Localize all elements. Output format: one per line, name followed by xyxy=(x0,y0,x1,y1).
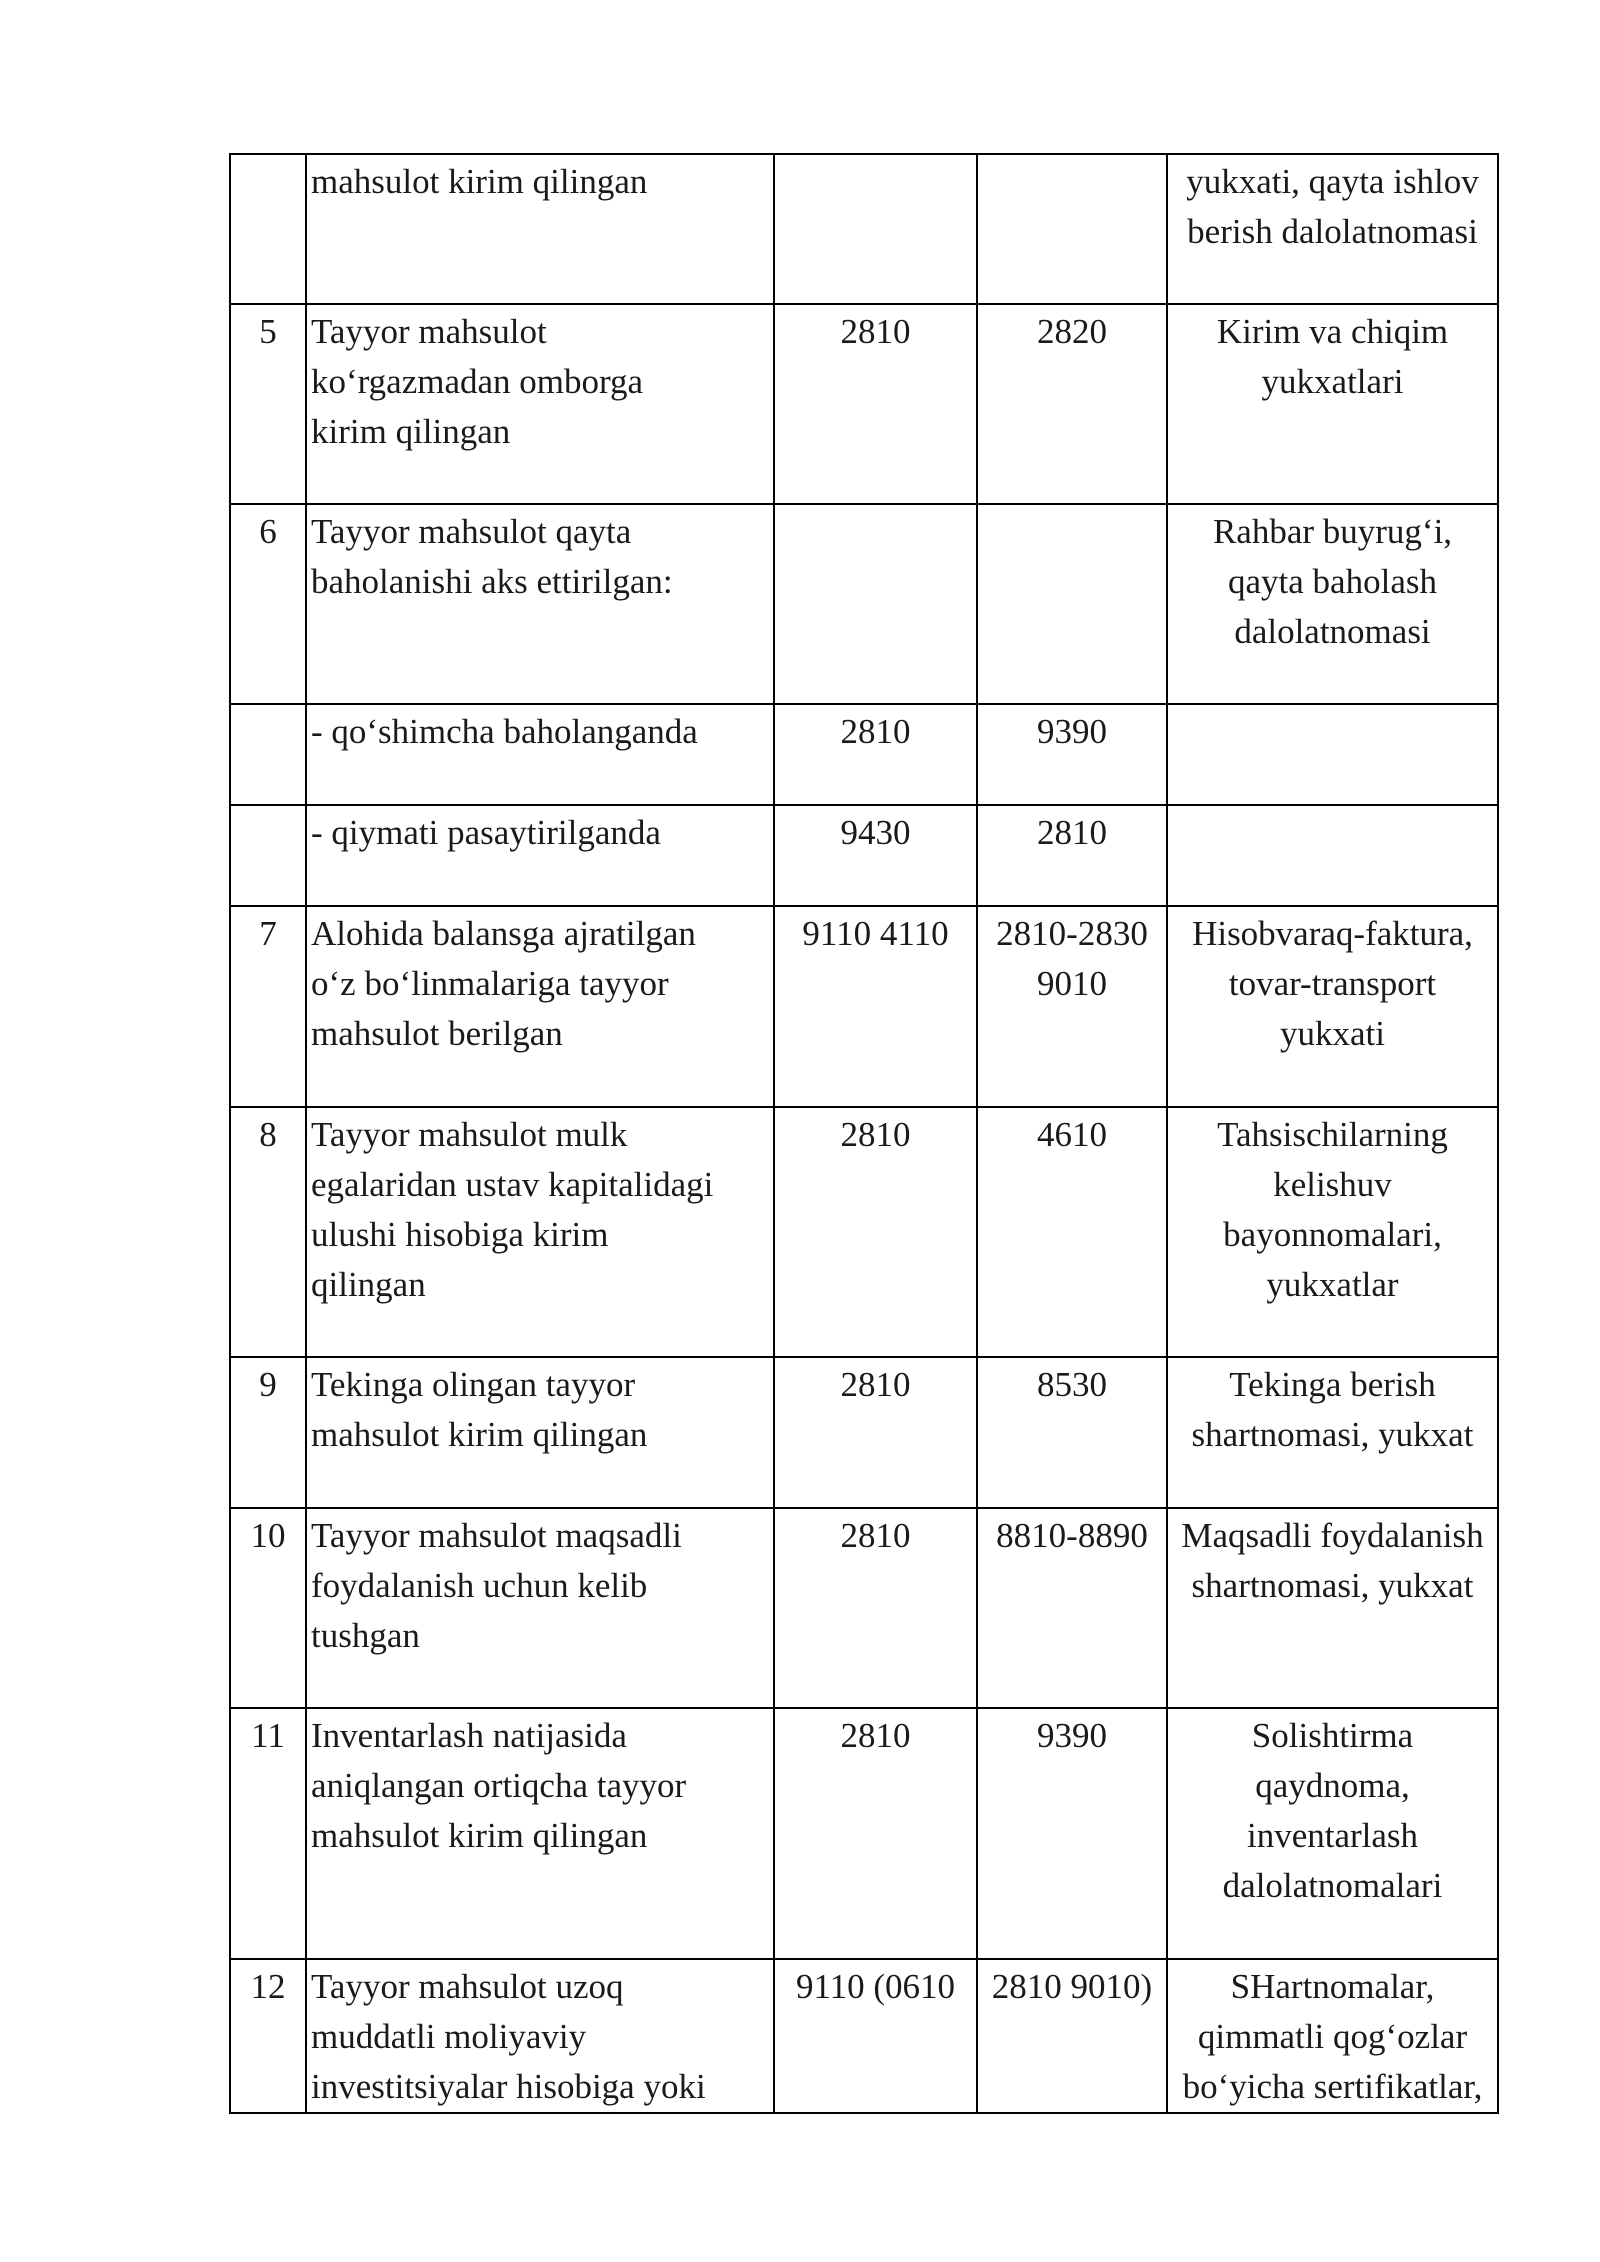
debit-account xyxy=(774,154,977,304)
credit-account: 2810 9010) xyxy=(977,1959,1167,2113)
table-row xyxy=(230,504,1498,704)
row-number: 5 xyxy=(230,304,306,504)
debit-account xyxy=(774,504,977,704)
table-row xyxy=(230,1508,1498,1708)
table-row xyxy=(230,154,1498,304)
table-row xyxy=(230,1708,1498,1959)
credit-account: 8810-8890 xyxy=(977,1508,1167,1708)
table-row xyxy=(230,1959,1498,2113)
row-number xyxy=(230,154,306,304)
source-document xyxy=(1167,805,1498,906)
row-number: 8 xyxy=(230,1107,306,1357)
operation-description: Tayyor mahsulot ko‘rgazmadan omborga kirim qilingan xyxy=(306,304,774,504)
source-document: Tekinga berish shartnomasi, yukxat xyxy=(1167,1357,1498,1508)
credit-account: 2810 xyxy=(977,805,1167,906)
source-document: Solishtirma qaydnoma, inventarlash dalolatnomalari xyxy=(1167,1708,1498,1959)
table-row xyxy=(230,304,1498,504)
operation-description: Tayyor mahsulot mulk egalaridan ustav kapitalidagi ulushi hisobiga kirim qilingan xyxy=(306,1107,774,1357)
row-number: 9 xyxy=(230,1357,306,1508)
operation-description: - qo‘shimcha baholanganda xyxy=(306,704,774,805)
operation-description: Inventarlash natijasida aniqlangan ortiqcha tayyor mahsulot kirim qilingan xyxy=(306,1708,774,1959)
row-number: 12 xyxy=(230,1959,306,2113)
credit-account xyxy=(977,154,1167,304)
debit-account: 9110 (0610 xyxy=(774,1959,977,2113)
credit-account: 8530 xyxy=(977,1357,1167,1508)
debit-account: 2810 xyxy=(774,304,977,504)
row-number: 11 xyxy=(230,1708,306,1959)
operation-description: Tayyor mahsulot qayta baholanishi aks ettirilgan: xyxy=(306,504,774,704)
debit-account: 2810 xyxy=(774,1508,977,1708)
row-number: 6 xyxy=(230,504,306,704)
operation-description: - qiymati pasaytirilganda xyxy=(306,805,774,906)
debit-account: 9110 4110 xyxy=(774,906,977,1107)
credit-account: 4610 xyxy=(977,1107,1167,1357)
table-row xyxy=(230,704,1498,805)
credit-account: 9390 xyxy=(977,1708,1167,1959)
debit-account: 9430 xyxy=(774,805,977,906)
operation-description: Tekinga olingan tayyor mahsulot kirim qilingan xyxy=(306,1357,774,1508)
source-document: SHartnomalar, qimmatli qog‘ozlar bo‘yicha sertifikatlar, xyxy=(1167,1959,1498,2113)
table-row xyxy=(230,805,1498,906)
credit-account xyxy=(977,504,1167,704)
source-document: yukxati, qayta ishlov berish dalolatnomasi xyxy=(1167,154,1498,304)
debit-account: 2810 xyxy=(774,1107,977,1357)
credit-account: 2810-2830 9010 xyxy=(977,906,1167,1107)
operation-description: Alohida balansga ajratilgan o‘z bo‘linmalariga tayyor mahsulot berilgan xyxy=(306,906,774,1107)
debit-account: 2810 xyxy=(774,1357,977,1508)
debit-account: 2810 xyxy=(774,704,977,805)
credit-account: 2820 xyxy=(977,304,1167,504)
table-row xyxy=(230,906,1498,1107)
table-row xyxy=(230,1107,1498,1357)
accounting-entries-table xyxy=(229,153,1499,2114)
operation-description: mahsulot kirim qilingan xyxy=(306,154,774,304)
source-document: Tahsischilarning kelishuv bayonnomalari, yukxatlar xyxy=(1167,1107,1498,1357)
operation-description: Tayyor mahsulot uzoq muddatli moliyaviy investitsiyalar hisobiga yoki xyxy=(306,1959,774,2113)
source-document: Kirim va chiqim yukxatlari xyxy=(1167,304,1498,504)
table-row xyxy=(230,1357,1498,1508)
source-document: Hisobvaraq-faktura, tovar-transport yukxati xyxy=(1167,906,1498,1107)
source-document: Rahbar buyrug‘i, qayta baholash dalolatnomasi xyxy=(1167,504,1498,704)
source-document: Maqsadli foydalanish shartnomasi, yukxat xyxy=(1167,1508,1498,1708)
row-number: 10 xyxy=(230,1508,306,1708)
row-number xyxy=(230,805,306,906)
credit-account: 9390 xyxy=(977,704,1167,805)
source-document xyxy=(1167,704,1498,805)
row-number xyxy=(230,704,306,805)
debit-account: 2810 xyxy=(774,1708,977,1959)
row-number: 7 xyxy=(230,906,306,1107)
operation-description: Tayyor mahsulot maqsadli foydalanish uchun kelib tushgan xyxy=(306,1508,774,1708)
